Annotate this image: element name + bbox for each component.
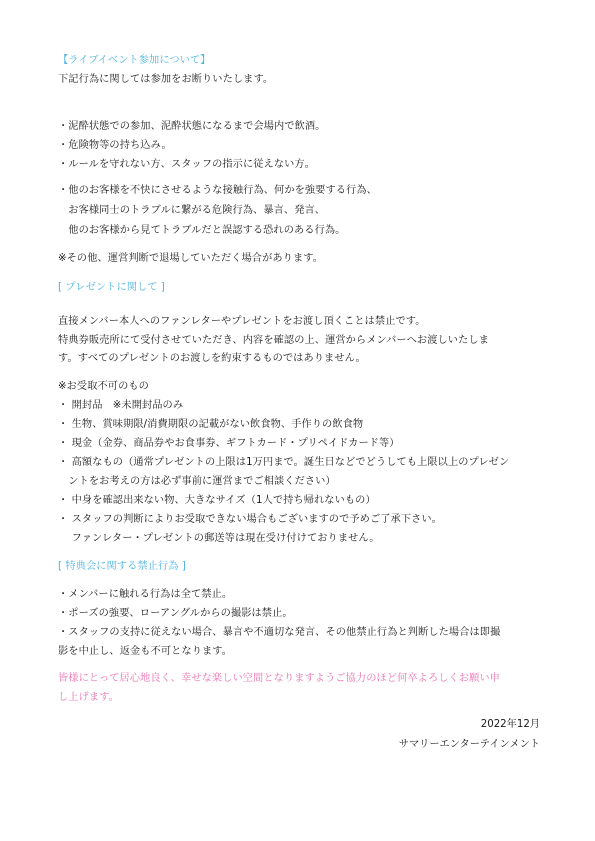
present-list-item: ・ 中身を確認出来ない物、大きなサイズ（1人で持ち帰れないもの）: [58, 495, 376, 506]
present-heading: [ プレゼントに関して ]: [58, 282, 166, 293]
live-heading: 【ライブイベント参加について】: [58, 55, 211, 66]
tokutenkai-heading: [ 特典会に関する禁止行為 ]: [58, 561, 186, 572]
present-paragraph-line: 特典券販売所にて受付させていただき、内容を確認の上、運営からメンバーへお渡しいたしま: [58, 335, 489, 346]
live-item: ・他のお客様を不快にさせるような接触行為、何かを強要する行為、: [58, 185, 377, 196]
present-list-item: ・ スタッフの判断によりお受取できない場合もございますので予めご了承下さい。: [58, 514, 442, 525]
present-paragraph-line: 直接メンバー本人へのファンレターやプレゼントをお渡し頂くことは禁止です。: [58, 316, 426, 327]
live-item: お客様同士のトラブルに繋がる危険行為、暴言、発言、: [58, 205, 326, 216]
live-intro: 下記行為に関しては参加をお断りいたします。: [58, 74, 274, 85]
closing-line: 皆様にとって居心地良く、幸せな楽しい空間となりますようご協力のほど何卒よろしくお願い申: [58, 673, 500, 684]
live-item: ・危険物等の持ち込み。: [58, 140, 172, 151]
present-list-item: ・ 開封品 ※未開封品のみ: [58, 400, 184, 411]
live-item: ・泥酔状態での参加、泥酔状態になるまで会場内で飲酒。: [58, 121, 326, 132]
live-item: ・ルールを守れない方、スタッフの指示に従えない方。: [58, 159, 315, 170]
present-list-item: ・ 高額なもの（通常プレゼントの上限は1万円まで。誕生日などでどうしても上限以上のプレゼン: [58, 457, 510, 468]
live-note: ※その他、運営判断で退場していただく場合があります。: [58, 253, 324, 264]
tokutenkai-item: ・メンバーに触れる行為は全て禁止。: [58, 589, 233, 600]
live-item: 他のお客様から見てトラブルだと誤認する恐れのある行為。: [58, 225, 346, 236]
closing-line: し上げます。: [58, 692, 119, 703]
present-paragraph-line: す。すべてのプレゼントのお渡しを約束するものではありません。: [58, 353, 366, 364]
tokutenkai-item: ・ポーズの強要、ローアングルからの撮影は禁止。: [58, 608, 293, 619]
present-list-title: ※お受取不可のもの: [58, 381, 149, 392]
present-list-item: ・ 生物、賞味期限/消費期限の記載がない飲食物、手作りの飲食物: [58, 419, 364, 430]
document-date: 2022年12月: [480, 719, 540, 730]
tokutenkai-item: ・スタッフの支持に従えない場合、暴言や不適切な発言、その他禁止行為と判断した場合は即撮: [58, 627, 501, 638]
company-name: サマリーエンターテインメント: [398, 739, 540, 750]
present-list-item: ・ 現金（金券、商品券やお食事券、ギフトカード・プリペイドカード等）: [58, 438, 400, 449]
present-list-item: ファンレター・プレゼントの郵送等は現在受け付けておりません。: [58, 533, 380, 544]
tokutenkai-item: 影を中止し、返金も不可となります。: [58, 646, 233, 657]
present-list-item: ントをお考えの方は必ず事前に運営までご相談ください）: [58, 476, 336, 487]
